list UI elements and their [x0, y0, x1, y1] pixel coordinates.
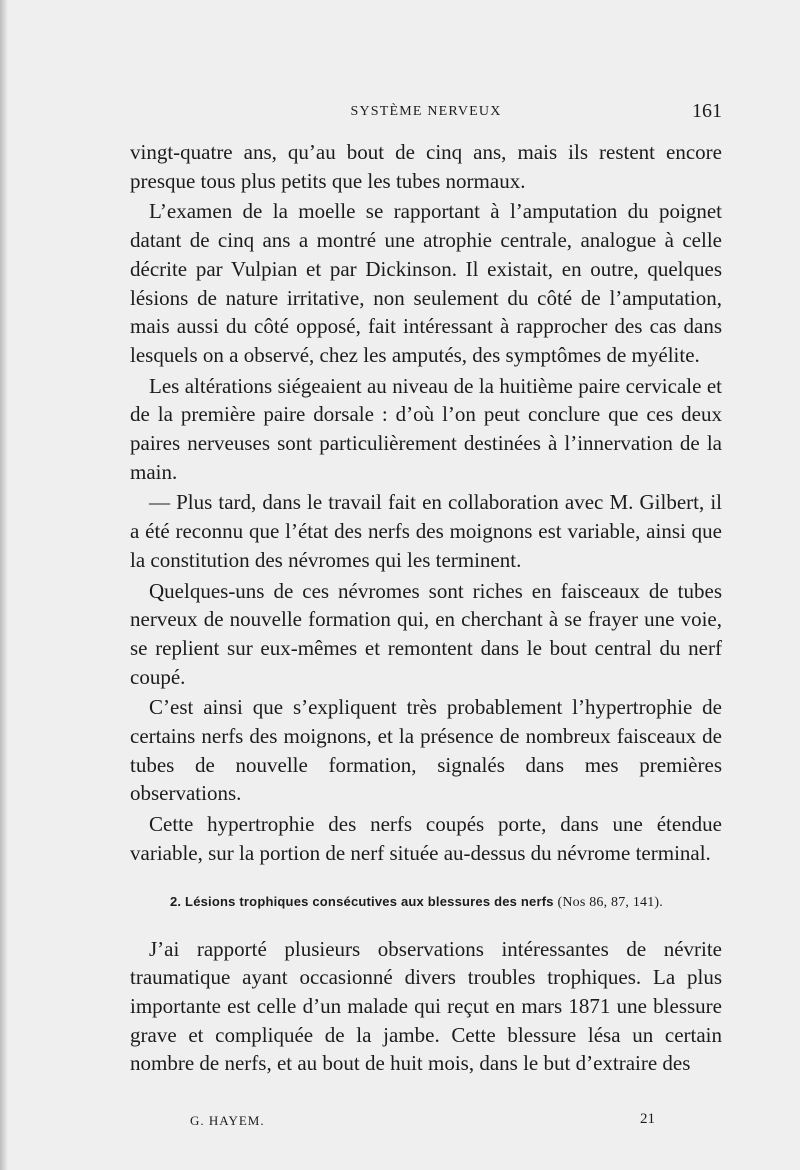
paragraph: vingt-quatre ans, qu’au bout de cinq ans, mais ils restent encore presque tous plus petits que les tubes normaux. — [130, 140, 722, 193]
section-heading — [170, 892, 722, 913]
page-header — [130, 100, 722, 124]
page-footer — [190, 1113, 655, 1133]
section-heading-title: 2. Lésions trophiques consécutives aux blessures des nerfs — [170, 893, 554, 909]
paragraph: Quelques-uns de ces névromes sont riches en faisceaux de tubes nerveux de nouvelle formation qui, en cherchant à se frayer une voie, se replient sur eux-mêmes et remontent dans le bout central du nerf coupé. — [130, 578, 722, 689]
paragraph: Les altérations siégeaient au niveau de la huitième paire cervicale et de la première paire dorsale : d’où l’on peut conclure que ces deux paires nerveuses sont particulièrement destinées à l’innervation de la main. — [130, 373, 722, 484]
page-number: 161 — [692, 100, 722, 122]
paragraph: — Plus tard, dans le travail fait en collaboration avec M. Gilbert, il a été reconnu que l’état des nerfs des moignons est variable, ainsi que la constitution des névromes qui les terminent. — [130, 490, 722, 572]
running-title: SYSTÈME NERVEUX — [350, 104, 502, 119]
footer-author: G. HAYEM. — [190, 1113, 265, 1128]
section-heading-refs: (Nos 86, 87, 141). — [557, 894, 663, 910]
body-text — [130, 138, 722, 1080]
signature-mark: 21 — [640, 1111, 655, 1127]
paragraph: J’ai rapporté plusieurs observations intéressantes de névrite traumatique ayant occasionné divers troubles trophiques. La plus importante est celle d’un malade qui reçut en mars 1871 une blessure grave et compliquée de la jambe. Cette blessure lésa un certain nombre de nerfs, et au bout de huit mois, dans le but d’extraire des — [130, 936, 722, 1076]
paragraph: L’examen de la moelle se rapportant à l’amputation du poignet datant de cinq ans a montré une atrophie centrale, analogue à celle décrite par Vulpian et par Dickinson. Il existait, en outre, quelques lésions de nature irritative, non seulement du côté de l’amputation, mais aussi du côté opposé, fait intéressant à rapprocher des cas dans lesquels on a observé, chez les amputés, des symptômes de myélite. — [130, 199, 722, 367]
paragraph: Cette hypertrophie des nerfs coupés porte, dans une étendue variable, sur la portion de nerf située au-dessus du névrome terminal. — [130, 812, 722, 865]
paragraph: C’est ainsi que s’expliquent très probablement l’hypertrophie de certains nerfs des moignons, et la présence de nombreux faisceaux de tubes de nouvelle formation, signalés dans mes premières observations. — [130, 695, 722, 806]
